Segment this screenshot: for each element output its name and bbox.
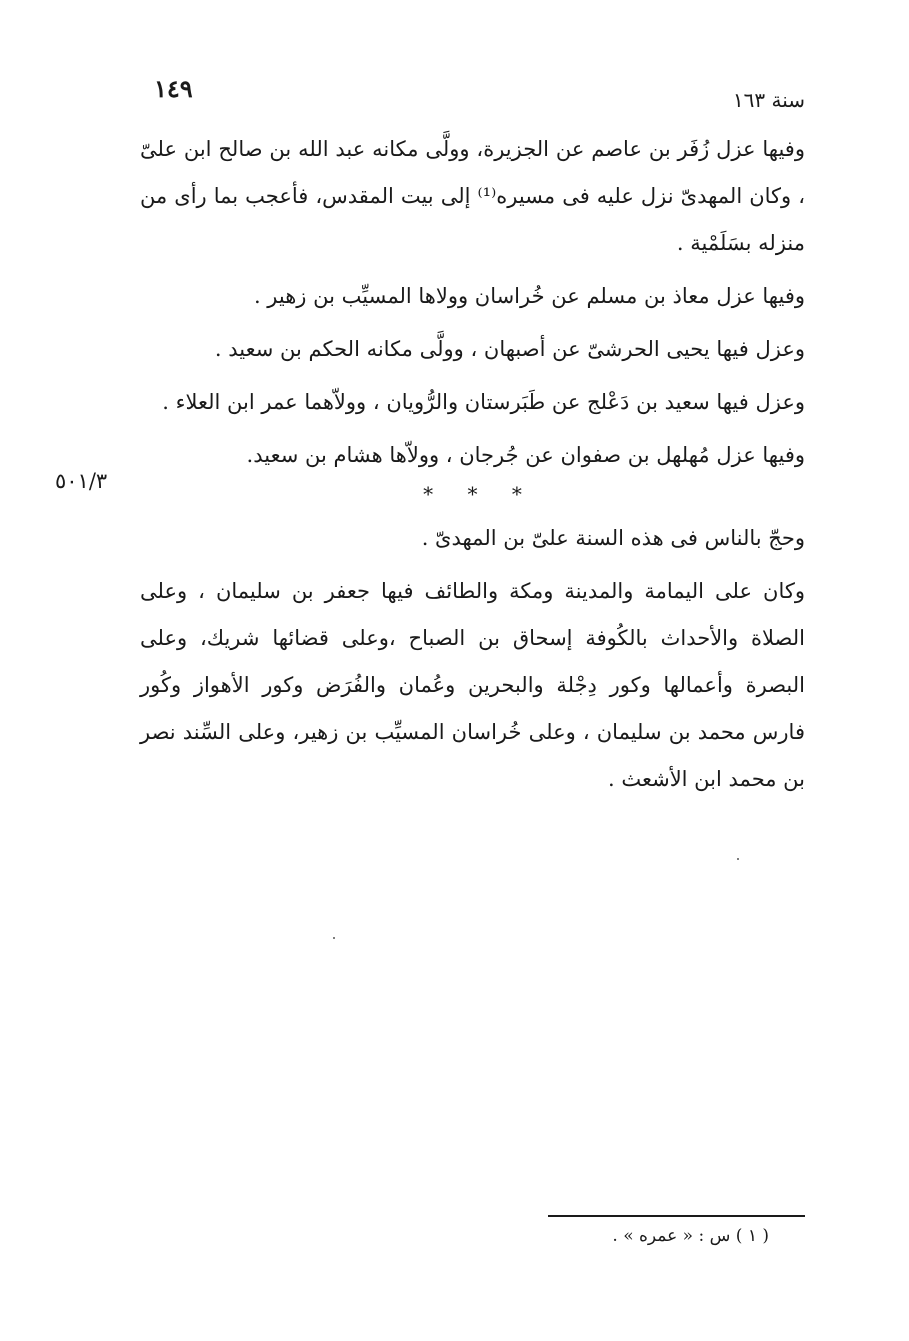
main-text — [140, 126, 805, 809]
section-separator: * * * — [423, 482, 536, 506]
paragraph: وفيها عزل مُهلهل بن صفوان عن جُرجان ، وولاّها هشام بن سعيد. — [246, 443, 805, 467]
paragraph: وفيها عزل معاذ بن مسلم عن خُراسان وولاها المسيِّب بن زهير . — [253, 284, 805, 308]
marginal-reference: ٥٠١/٣ — [55, 469, 108, 493]
footnote: ( ١ ) س : « عمره » . — [612, 1226, 769, 1246]
paragraph: وحجّ بالناس فى هذه السنة علىّ بن المهدىّ . — [421, 526, 805, 550]
page-number: ١٤٩ — [154, 74, 193, 103]
paragraph: وكان على اليمامة والمدينة ومكة والطائف فيها جعفر بن سليمان ، وعلى الصلاة والأحداث بالكُوفة إسحاق بن الصباح ،وعلى قضائها شريك، وعلى البصرة وأعمالها وكور دِجْلة والبحرين وعُمان والفُرَض وكور الأهواز وكُور فارس محمد بن سليمان ، وعلى خُراسان المسيِّب بن زهير، وعلى السِّند نصر بن محمد ابن الأشعث . — [140, 579, 805, 791]
running-head: سنة ١٦٣ — [732, 88, 805, 112]
paragraph: وعزل فيها يحيى الحرشىّ عن أصبهان ، وولَّى مكانه الحكم بن سعيد . — [214, 337, 805, 361]
scan-speck — [333, 937, 335, 939]
page-header — [150, 74, 805, 114]
paragraph: وعزل فيها سعيد بن دَعْلج عن طَبَرستان والرُّويان ، وولاّهما عمر ابن العلاء . — [162, 390, 805, 414]
paragraph: وفيها عزل زُفَر بن عاصم عن الجزيرة، وولَّى مكانه عبد الله بن صالح ابن علىّ ، وكان المهدىّ نزل عليه فى مسيره⁽¹⁾ إلى بيت المقدس، فأعجب بما رأى من منزله بسَلَمْية . — [140, 137, 805, 255]
footnote-rule — [548, 1215, 805, 1217]
scan-speck — [737, 858, 739, 860]
